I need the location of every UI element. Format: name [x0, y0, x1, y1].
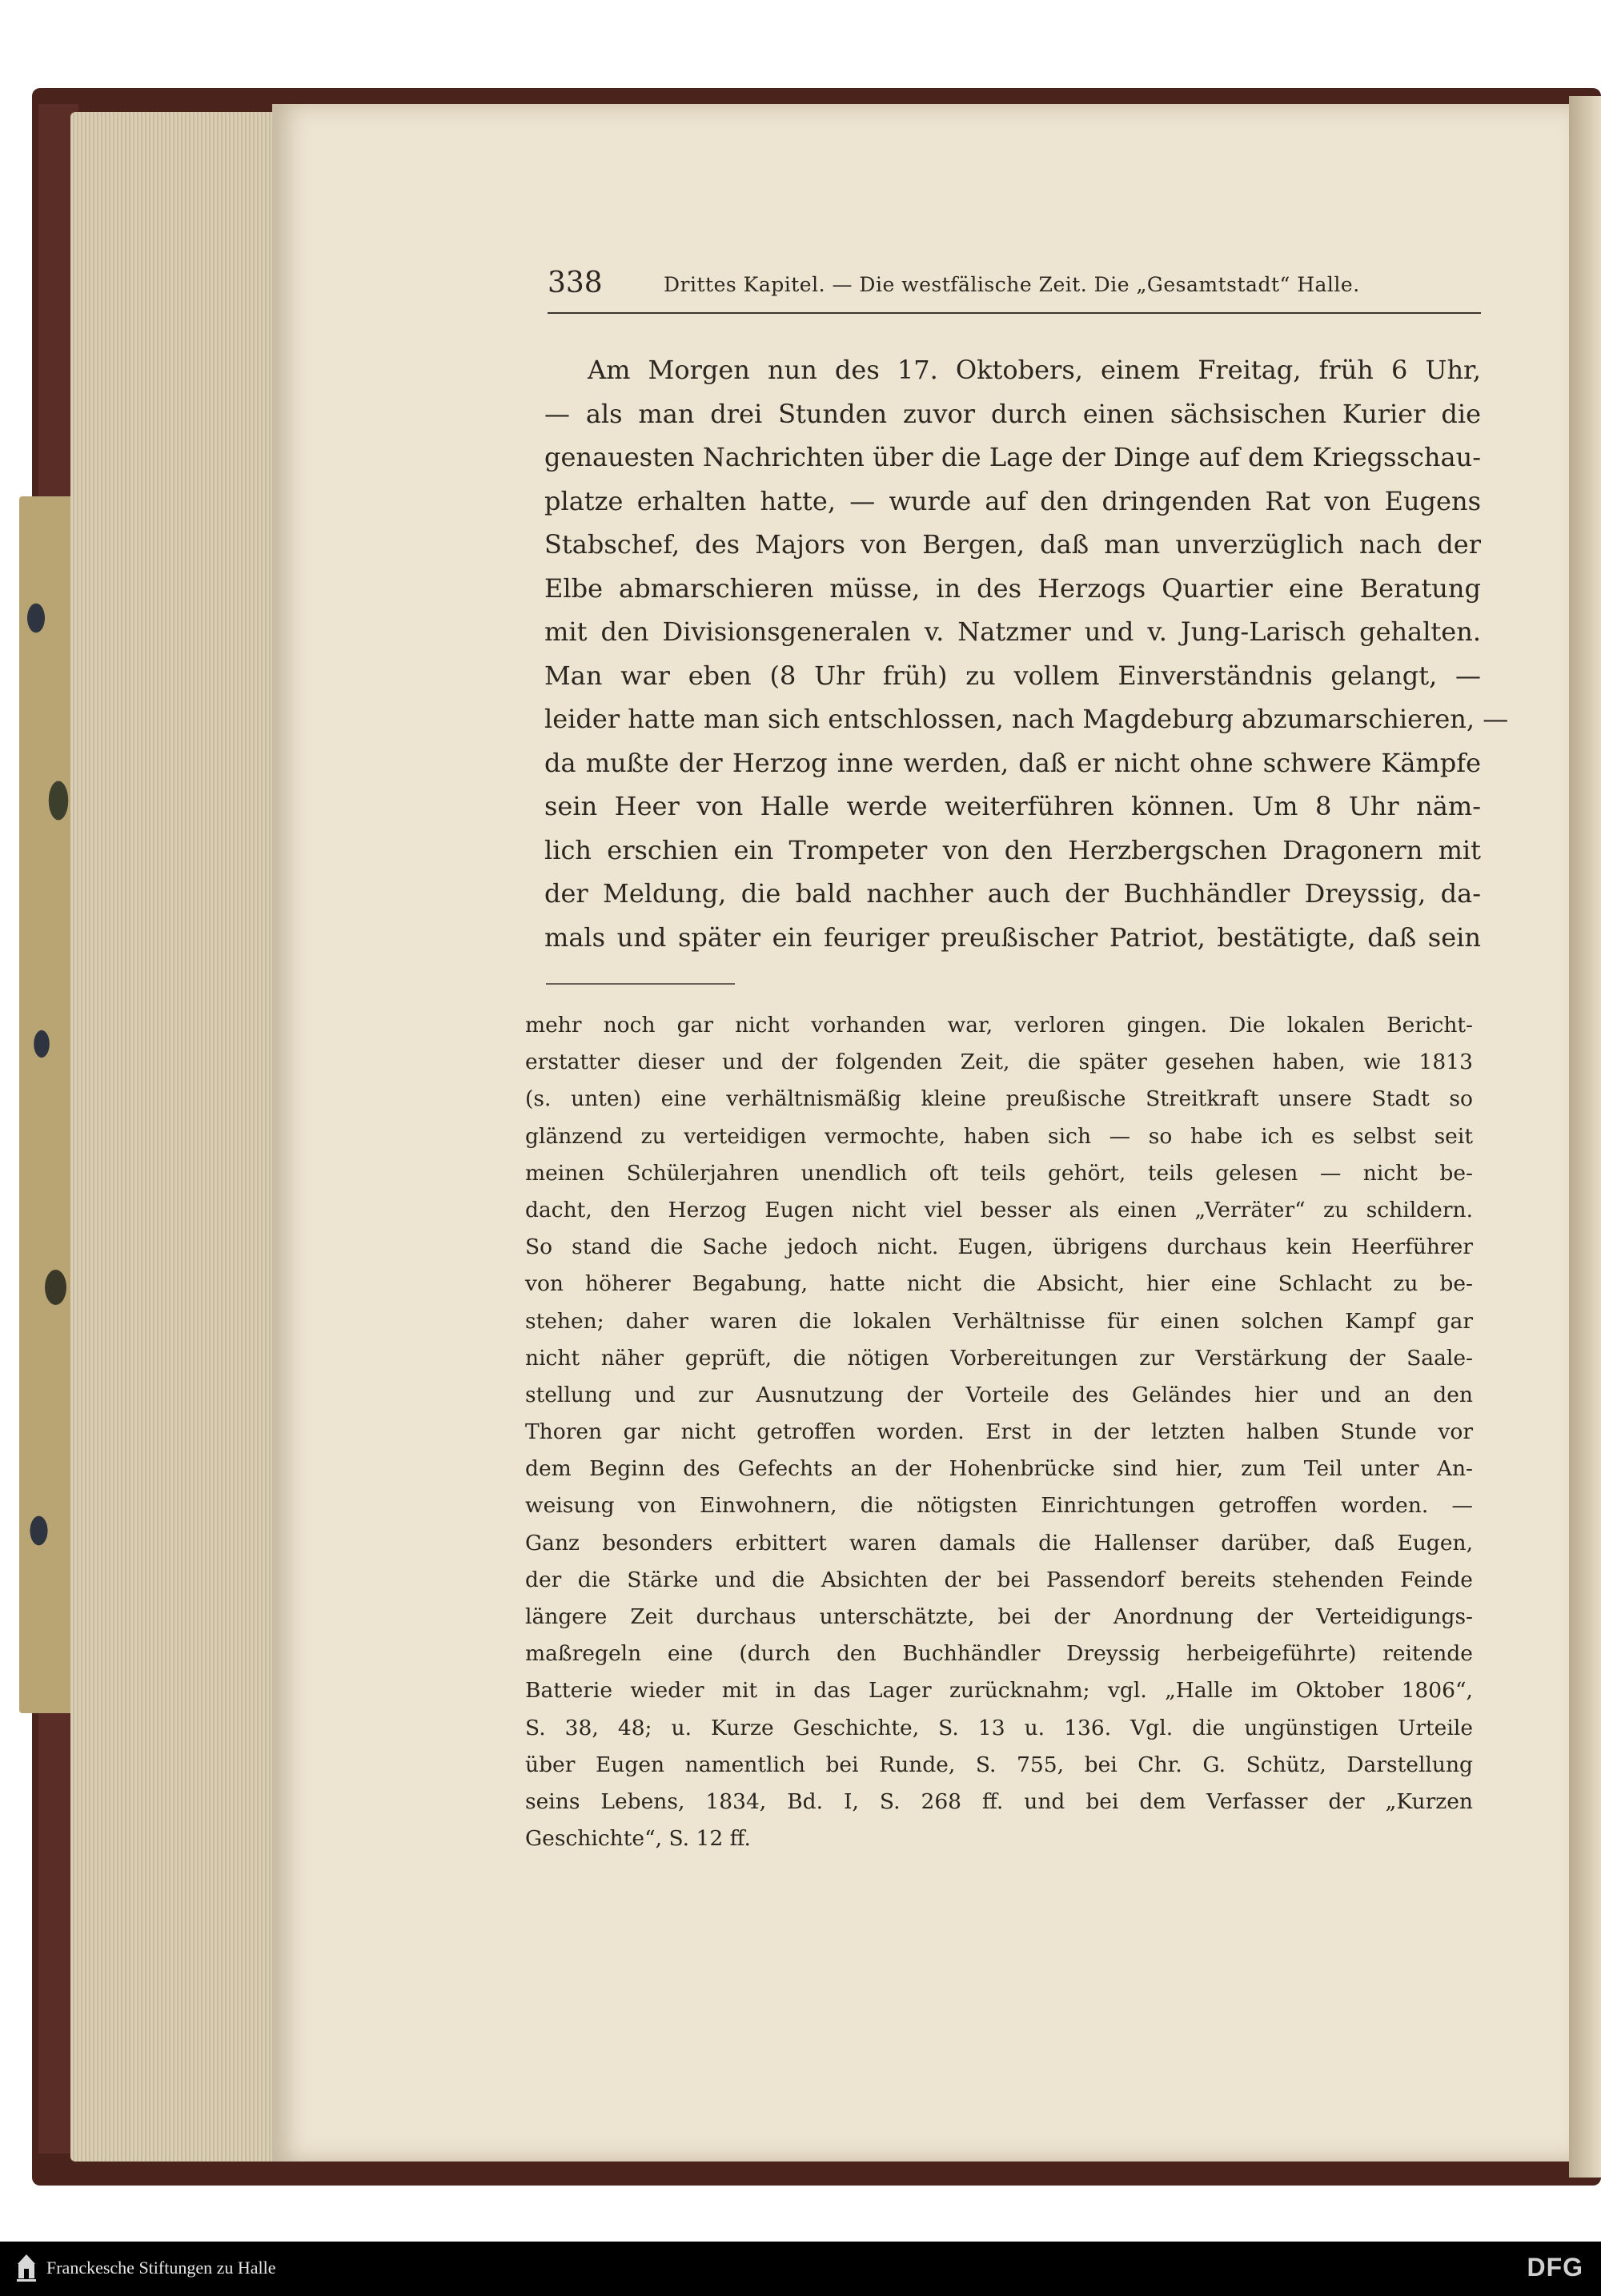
body-text-line: Elbe abmarschieren müsse, in des Herzogs Quartier eine Beratung: [544, 572, 1481, 604]
footnote-line: Ganz besonders erbittert waren damals die Hallenser darüber, daß Eugen,: [525, 1530, 1473, 1555]
body-text-line: Man war eben (8 Uhr früh) zu vollem Einverständnis gelangt, —: [544, 660, 1481, 691]
footnote-line: nicht näher geprüft, die nötigen Vorbereitungen zur Verstärkung der Saale-: [525, 1345, 1473, 1371]
footnote-line: seins Lebens, 1834, Bd. I, S. 268 ff. und bei dem Verfasser der „Kurzen: [525, 1788, 1473, 1814]
footnote-line: meinen Schülerjahren unendlich oft teils gehört, teils gelesen — nicht be-: [525, 1160, 1473, 1186]
footnote-line: mehr noch gar nicht vorhanden war, verloren gingen. Die lokalen Bericht-: [525, 1013, 1473, 1038]
footnote-line: Geschichte“, S. 12 ff.: [525, 1826, 751, 1852]
footnote-line: von höherer Begabung, hatte nicht die Absicht, hier eine Schlacht zu be-: [525, 1271, 1473, 1297]
body-text-line: Stabschef, des Majors von Bergen, daß man unverzüglich nach der: [544, 529, 1481, 560]
body-text-line: mals und später ein feuriger preußischer Patriot, bestätigte, daß sein: [544, 921, 1481, 953]
footnote-line: erstatter dieser und der folgenden Zeit, die später gesehen haben, wie 1813: [525, 1050, 1473, 1075]
body-text-line: der Meldung, die bald nachher auch der Buchhändler Dreyssig, da-: [544, 878, 1481, 909]
footnote-line: weisung von Einwohnern, die nötigsten Einrichtungen getroffen worden. —: [525, 1493, 1473, 1519]
footnote-line: Batterie wieder mit in das Lager zurücknahm; vgl. „Halle im Oktober 1806“,: [525, 1678, 1473, 1704]
foundation-logo-icon: [16, 2253, 37, 2285]
body-text-line: — als man drei Stunden zuvor durch einen sächsischen Kurier die: [544, 398, 1481, 429]
footnote-line: Thoren gar nicht getroffen worden. Erst in der letzten halben Stunde vor: [525, 1419, 1473, 1445]
facing-page-edge: [1569, 96, 1601, 2178]
page-number: 338: [548, 267, 603, 299]
footnote-separator: [546, 983, 735, 985]
footnote-line: maßregeln eine (durch den Buchhändler Dreyssig herbeigeführte) reitende: [525, 1641, 1473, 1667]
footnote-line: dem Beginn des Gefechts an der Hohenbrücke sind hier, zum Teil unter An-: [525, 1456, 1473, 1482]
marbled-endpaper: [19, 496, 75, 1713]
footnote-line: stehen; daher waren die lokalen Verhältnisse für einen solchen Kampf gar: [525, 1308, 1473, 1334]
footnote-line: glänzend zu verteidigen vermochte, haben sich — so habe ich es selbst seit: [525, 1123, 1473, 1149]
footnote-line: S. 38, 48; u. Kurze Geschichte, S. 13 u. 136. Vgl. die ungünstigen Urteile: [525, 1715, 1473, 1740]
body-text-line: platze erhalten hatte, — wurde auf den dringenden Rat von Eugens: [544, 485, 1481, 516]
footnote-line: stellung und zur Ausnutzung der Vorteile des Geländes hier und an den: [525, 1382, 1473, 1407]
body-text-line: leider hatte man sich entschlossen, nach Magdeburg abzumarschieren, —: [544, 704, 1509, 734]
footnote: [525, 1007, 1473, 1857]
footnote-line: längere Zeit durchaus unterschätzte, bei der Anordnung der Verteidigungs-: [525, 1604, 1473, 1629]
body-text-line: mit den Divisionsgeneralen v. Natzmer und v. Jung-Larisch gehalten.: [544, 616, 1481, 647]
dfg-brand: DFG: [1527, 2253, 1583, 2282]
footnote-line: dacht, den Herzog Eugen nicht viel besser als einen „Verräter“ zu schildern.: [525, 1197, 1473, 1222]
viewer-footer: [0, 2242, 1601, 2296]
institution-label: Franckesche Stiftungen zu Halle: [46, 2258, 276, 2278]
body-text-line: lich erschien ein Trompeter von den Herzbergschen Dragonern mit: [544, 834, 1481, 865]
footnote-line: der die Stärke und die Absichten der bei Passendorf bereits stehenden Feinde: [525, 1567, 1473, 1592]
footnote-line: So stand die Sache jedoch nicht. Eugen, übrigens durchaus kein Heerführer: [525, 1234, 1473, 1260]
body-text-line: da mußte der Herzog inne werden, daß er nicht ohne schwere Kämpfe: [544, 747, 1481, 778]
page-stack-edge: [70, 112, 279, 2162]
footnote-line: über Eugen namentlich bei Runde, S. 755, bei Chr. G. Schütz, Darstellung: [525, 1752, 1473, 1777]
footnote-line: (s. unten) eine verhältnismäßig kleine preußische Streitkraft unsere Stadt so: [525, 1086, 1473, 1112]
body-text-line: sein Heer von Halle werde weiterführen können. Um 8 Uhr näm-: [544, 791, 1481, 821]
body-text-line: Am Morgen nun des 17. Oktobers, einem Freitag, früh 6 Uhr,: [588, 355, 1481, 385]
main-text: [544, 348, 1509, 959]
running-head: Drittes Kapitel. — Die westfälische Zeit. Die „Gesamtstadt“ Halle.: [664, 273, 1360, 296]
page-header: [548, 264, 1481, 314]
body-text-line: genauesten Nachrichten über die Lage der Dinge auf dem Kriegsschau-: [544, 442, 1481, 472]
